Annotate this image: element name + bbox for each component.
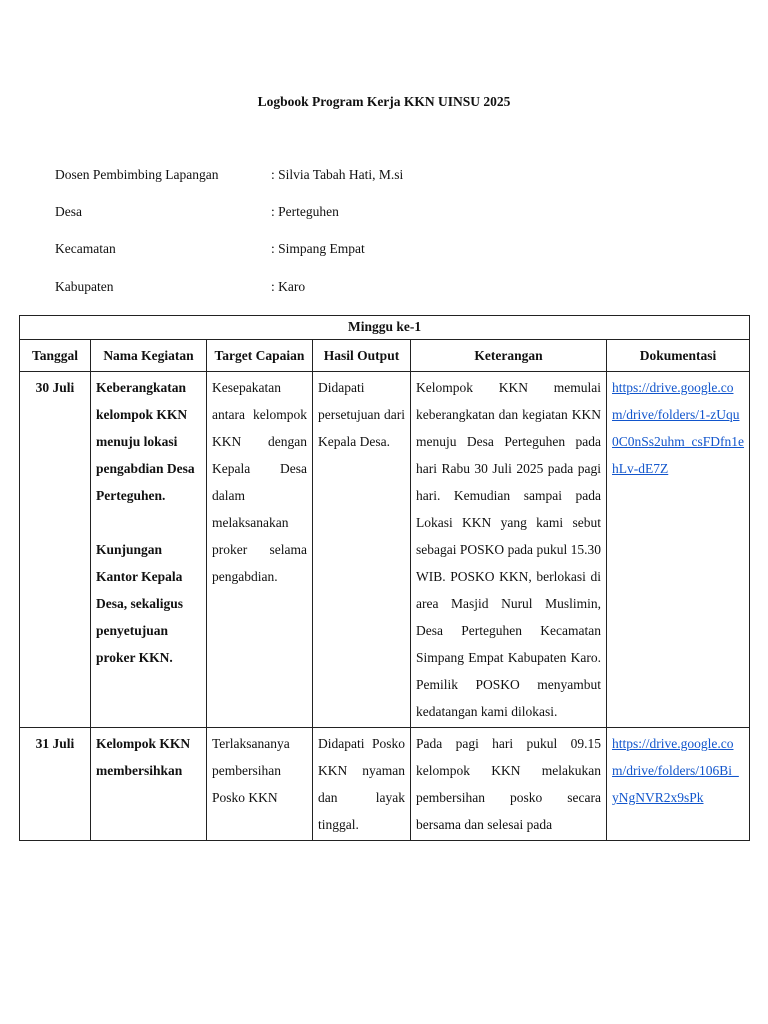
info-row-dosen — [55, 167, 403, 183]
info-value: : Karo — [271, 279, 306, 294]
info-row-kecamatan — [55, 241, 365, 257]
activity-text: Kunjungan Kantor Kepala Desa, sekaligus penyetujuan proker KKN. — [96, 542, 184, 665]
info-label: Kabupaten — [55, 279, 114, 294]
drive-link[interactable]: https://drive.google.com/drive/folders/1-zUqu0C0nSs2uhm_csFDfn1ehLv-dE7Z — [612, 380, 745, 476]
drive-link[interactable]: https://drive.google.com/drive/folders/106Bi_yNgNVR2x9sPk — [612, 736, 739, 805]
column-header: Keterangan — [411, 340, 607, 372]
column-header: Dokumentasi — [607, 340, 750, 372]
info-value: : Silvia Tabah Hati, M.si — [271, 167, 404, 182]
activity-cell: Kelompok KKN membersihkan — [91, 728, 207, 841]
documentation-cell — [607, 372, 750, 728]
column-header: Hasil Output — [313, 340, 411, 372]
output-cell: Didapati persetujuan dari Kepala Desa. — [313, 372, 411, 728]
table-row — [20, 728, 750, 841]
document-title: Logbook Program Kerja KKN UINSU 2025 — [257, 94, 511, 109]
info-row-desa — [55, 204, 339, 220]
output-cell: Didapati Posko KKN nyaman dan layak tinggal. — [313, 728, 411, 841]
activity-cell — [91, 372, 207, 728]
activity-text: Keberangkatan kelompok KKN menuju lokasi pengabdian Desa Perteguhen. — [96, 380, 195, 503]
date-cell: 30 Juli — [20, 372, 91, 728]
target-cell: Terlaksananya pembersihan Posko KKN — [207, 728, 313, 841]
info-label: Desa — [55, 204, 82, 219]
logbook-table — [19, 315, 750, 841]
note-cell: Kelompok KKN memulai keberangkatan dan kegiatan KKN menuju Desa Perteguhen pada hari Rabu 30 Juli 2025 pada pagi hari. Kemudian sampai pada Lokasi KKN yang kami sebut sebagai POSKO pada pukul 15.30 WIB. POSKO KKN, berlokasi di area Masjid Nurul Muslimin, Desa Perteguhen Kecamatan Simpang Empat Kabupaten Karo. Pemilik POSKO menyambut kedatangan kami dilokasi. — [411, 372, 607, 728]
documentation-cell — [607, 728, 750, 841]
target-cell: Kesepakatan antara kelompok KKN dengan Kepala Desa dalam melaksanakan proker selama pengabdian. — [207, 372, 313, 728]
info-label: Dosen Pembimbing Lapangan — [55, 167, 219, 182]
info-label: Kecamatan — [55, 241, 116, 256]
info-row-kabupaten — [55, 279, 305, 295]
week-header: Minggu ke-1 — [20, 316, 750, 340]
info-value: : Perteguhen — [271, 204, 339, 219]
table-row — [20, 372, 750, 728]
note-cell: Pada pagi hari pukul 09.15 kelompok KKN melakukan pembersihan posko secara bersama dan selesai pada — [411, 728, 607, 841]
column-header: Tanggal — [20, 340, 91, 372]
column-header: Target Capaian — [207, 340, 313, 372]
column-header: Nama Kegiatan — [91, 340, 207, 372]
table-header-row — [20, 340, 750, 372]
info-value: : Simpang Empat — [271, 241, 365, 256]
date-cell: 31 Juli — [20, 728, 91, 841]
